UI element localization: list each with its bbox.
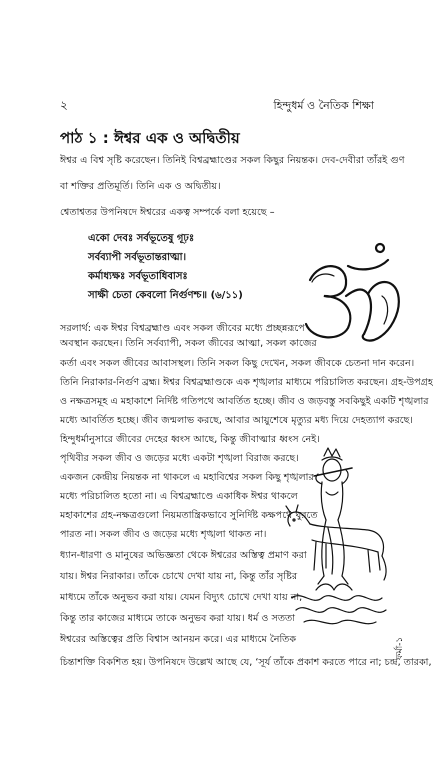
body-line: ও নক্ষত্রসমূহ এ মহাকাশে নির্দিষ্ট গতিপথে আবর্তিত হচ্ছে। জীব ও জড়বস্তু সবকিছুই একটি শৃঙ্খলার	[60, 396, 429, 407]
krishna-cow-illustration	[282, 448, 392, 630]
intro-line: শ্বেতাশ্বতর উপনিষদে ঈশ্বরের একত্ব সম্পর্কে বলা হয়েছে –	[60, 207, 275, 218]
intro-line: বা শক্তির প্রতিমূর্তি। তিনি এক ও অদ্বিতীয়।	[60, 181, 221, 192]
page-number: ২	[60, 98, 68, 112]
lesson-title: পাঠ ১ : ঈশ্বর এক ও অদ্বিতীয়	[60, 129, 240, 147]
body-line: সরলার্থ: এক ঈশ্বর বিশ্বব্রহ্মাণ্ড এবং সকল জীবের মধ্যে প্রচ্ছন্নরূপে	[60, 323, 305, 334]
body-line: কর্তা এবং সকল জীবের আবাসস্থল। তিনি সকল কিছু দেখেন, সকল জীবকে চেতনা দান করেন।	[60, 358, 415, 369]
body-line: অবস্থান করছেন। তিনি সর্বব্যাপী, সকল জীবের আত্মা, সকল কাজের	[60, 338, 317, 349]
body-line: হিন্দুধর্মানুসারে জীবের দেহের ধ্বংস আছে, কিন্তু জীবাত্মার ধ্বংস নেই।	[60, 434, 320, 445]
body-line: মধ্যে আবর্তিত হচ্ছে। জীব জন্মলাভ করছে, আবার আয়ুশেষে মৃত্যুর মধ্য দিয়ে দেহত্যাগ করছে।	[60, 415, 413, 426]
body-line: তিনি নিরাকার-নির্গুণ ব্রহ্ম। ঈশ্বর বিশ্বব্রহ্মাণ্ডকে এক শৃঙ্খলার মাধ্যমে পরিচালিত করছেন। গ্রহ-উপগ্রহ	[60, 377, 433, 388]
body-line: ধ্যান-ধারণা ও মানুষের অভিজ্ঞতা থেকে ঈশ্বরের অস্তিত্ব প্রমাণ করা	[60, 550, 307, 561]
body-line: যায়। ঈশ্বর নিরাকার। তাঁকে চোখে দেখা যায় না, কিন্তু তাঁর সৃষ্টির	[60, 571, 298, 582]
intro-line: ঈশ্বর এ বিশ্ব সৃষ্টি করেছেন। তিনিই বিশ্বব্রহ্মাণ্ডের সকল কিছুর নিয়ন্তক। দেব-দেবীরা তাঁরই গুণ	[60, 155, 405, 166]
verse-line: একো দেবঃ সর্বভূতেষু গূঢ়ঃ	[88, 233, 195, 244]
running-title: হিন্দুধর্ম ও নৈতিক শিক্ষা	[273, 99, 374, 112]
body-line: পারত না। সকল জীব ও জড়ের মধ্যে শৃঙ্খলা থাকত না।	[60, 529, 267, 540]
body-line: মধ্যে পরিচালিত হতো না। এ বিশ্বব্রহ্মাণ্ডে একাধিক ঈশ্বর থাকলে	[60, 491, 298, 502]
body-line: একজন কেন্দ্রীয় নিয়ন্তক না থাকলে এ মহাবিশ্বের সকল কিছু শৃঙ্খলার	[60, 472, 314, 483]
body-line: ঈশ্বরের অস্তিত্বের প্রতি বিশ্বাস আনয়ন করে। এর মাধ্যমে নৈতিক	[60, 634, 297, 645]
verse-line: কর্মাধ্যক্ষঃ সর্বভূতাধিবাসঃ	[88, 271, 188, 282]
om-symbol-illustration	[290, 238, 412, 350]
body-line: মহাকাশের গ্রহ-নক্ষত্রগুলো নিয়মতান্ত্রিকভাবে সুনির্দিষ্ট কক্ষপথে ঘুরতে	[60, 510, 318, 521]
body-line: মাধ্যমে তাঁকে অনুভব করা যায়। যেমন বিদ্যুৎ চোখে দেখা যায় না,	[60, 592, 303, 603]
body-line: চিন্তাশক্তি বিকশিত হয়। উপনিষদে উল্লেখ আছে যে, ‘সূর্য তাঁকে প্রকাশ করতে পারে না; চন্দ্র, তারকা,	[60, 657, 432, 668]
verse-line: সর্বব্যাপী সর্বভূতান্তরাত্মা।	[88, 252, 187, 263]
body-line: পৃথিবীর সকল জীব ও জড়ের মধ্যে একটা শৃঙ্খলা বিরাজ করছে।	[60, 453, 299, 464]
margin-note: ফর্মা-১	[395, 636, 405, 660]
verse-line: সাক্ষী চেতা কেবলো নির্গুণশ্চ॥ (৬/১১)	[88, 290, 243, 301]
body-line: কিন্তু তার কাজের মাধ্যমে তাকে অনুভব করা যায়। ধর্ম ও সততা	[60, 613, 295, 624]
